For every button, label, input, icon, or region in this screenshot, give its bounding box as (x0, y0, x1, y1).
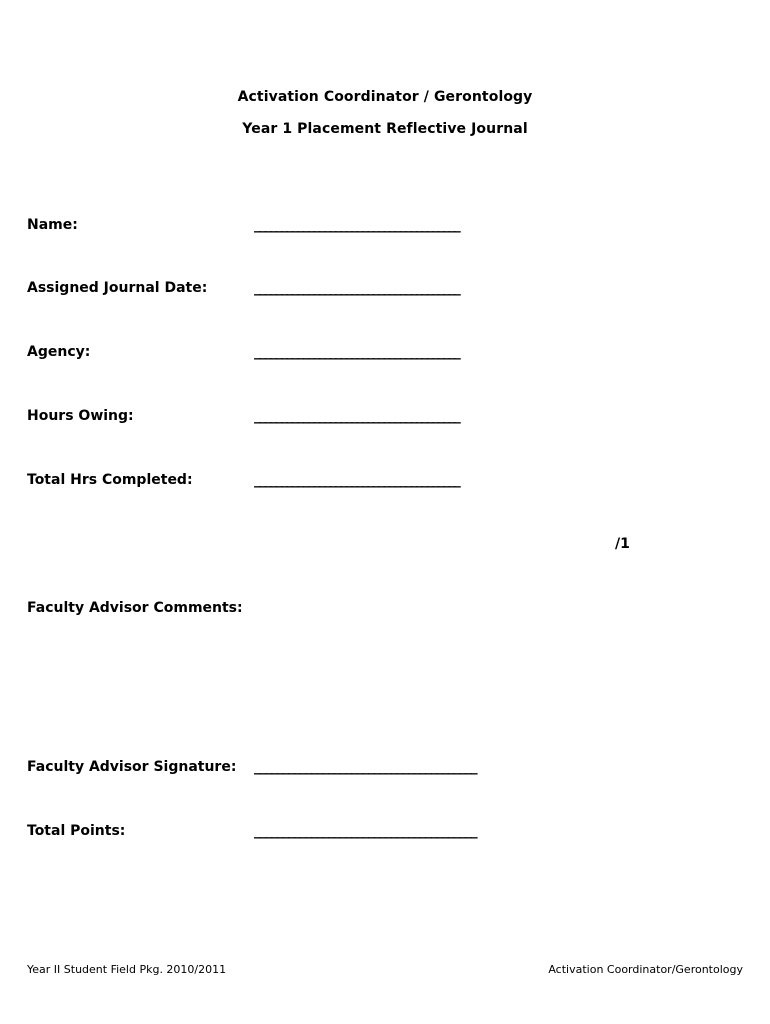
agency-label: Agency: (27, 344, 91, 360)
document-subtitle: Year 1 Placement Reflective Journal (242, 121, 528, 137)
name-blank-line[interactable]: ______________________________________ (254, 217, 460, 233)
faculty-advisor-signature-label: Faculty Advisor Signature: (27, 759, 237, 775)
total-points-label: Total Points: (27, 823, 126, 839)
hours-owing-blank-line[interactable]: ______________________________________ (254, 408, 460, 424)
agency-blank-line[interactable]: ______________________________________ (254, 344, 460, 360)
hours-owing-row (27, 408, 547, 428)
assigned-journal-date-blank-line[interactable]: ______________________________________ (254, 280, 460, 296)
faculty-advisor-signature-row (27, 759, 547, 779)
faculty-advisor-signature-blank-line[interactable]: _______________________________________ (254, 759, 477, 775)
assigned-journal-date-label: Assigned Journal Date: (27, 280, 208, 296)
hours-owing-label: Hours Owing: (27, 408, 134, 424)
name-row (27, 217, 547, 237)
total-points-row (27, 823, 547, 843)
footer-left-text: Year II Student Field Pkg. 2010/2011 (27, 963, 227, 976)
faculty-advisor-comments-row (27, 600, 547, 620)
footer-right-text: Activation Coordinator/Gerontology (548, 963, 743, 976)
score-out-of: /1 (615, 536, 630, 552)
total-hrs-completed-blank-line[interactable]: ______________________________________ (254, 472, 460, 488)
agency-row (27, 344, 547, 364)
document-title: Activation Coordinator / Gerontology (237, 89, 533, 105)
faculty-advisor-comments-label: Faculty Advisor Comments: (27, 600, 243, 616)
name-label: Name: (27, 217, 78, 233)
total-hrs-completed-row (27, 472, 547, 492)
assigned-journal-date-row (27, 280, 547, 300)
total-points-blank-line[interactable]: _______________________________________ (254, 823, 477, 839)
total-hrs-completed-label: Total Hrs Completed: (27, 472, 193, 488)
